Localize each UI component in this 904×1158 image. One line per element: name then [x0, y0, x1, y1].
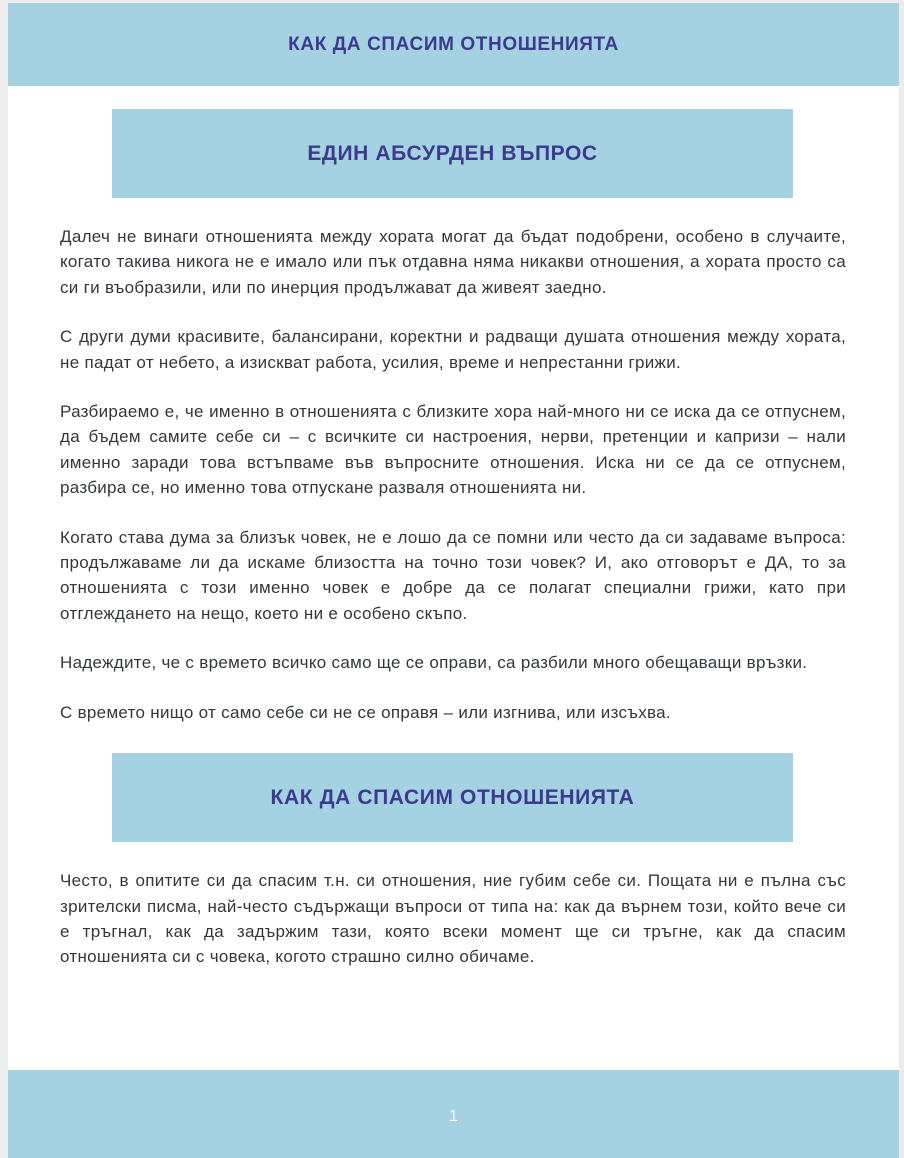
page-number: 1 [449, 1108, 458, 1125]
body-paragraph: Когато става дума за близък човек, не е лошо да се помни или често да си задаваме въпроса: продължаваме ли да искаме близостта на точно този човек? И, ако отговорът е ДА, то за отношенията с този именно човек е добре да се полагат специални грижи, като при отглеждането на нещо, което ни е особено скъпо. [60, 527, 846, 623]
document-content [8, 109, 899, 970]
body-paragraph: Разбираемо е, че именно в отношенията с близките хора най-много ни се иска да се отпуснем, да бъдем самите себе си – с всичките си настроения, нерви, претенции и капризи – нали именно заради това встъпваме във въпросните отношения. Иска ни се да се отпуснем, разбира се, но именно това отпускане разваля отношенията ни. [60, 402, 846, 498]
body-paragraph: Надеждите, че с времето всичко само ще се оправи, са разбили много обещаващи връзки. [60, 653, 808, 673]
body-paragraph: Често, в опитите си да спасим т.н. си отношения, ние губим себе си. Пощата ни е пълна със зрителски писма, най-често съдържащи въпроси от типа на: как да върнем този, който вече си е тръгнал, как да задържим тази, която всеки момент ще си тръгне, как да спасим отношенията си с човека, когото страшно силно обичаме. [60, 871, 846, 967]
section-absurd-question [60, 109, 846, 725]
section-heading-banner [112, 753, 793, 842]
page-footer [8, 1070, 899, 1158]
body-paragraph: С други думи красивите, балансирани, коректни и радващи душата отношения между хората, не падат от небето, а изискват работа, усилия, време и непрестанни грижи. [60, 327, 846, 372]
section-heading: КАК ДА СПАСИМ ОТНОШЕНИЯТА [270, 785, 635, 809]
document-title: КАК ДА СПАСИМ ОТНОШЕНИЯТА [288, 33, 619, 55]
body-paragraph: Далеч не винаги отношенията между хората могат да бъдат подобрени, особено в случаите, когато такива никога не е имало или пък отдавна няма никакви отношения, а хората просто са си ги въобразили, или по инерция продължават да живеят заедно. [60, 227, 846, 297]
body-paragraph: С времето нищо от само себе си не се оправя – или изгнива, или изсъхва. [60, 702, 671, 722]
document-page [8, 3, 899, 1158]
top-title-banner [8, 3, 899, 86]
section-heading-banner [112, 109, 793, 198]
section-heading: ЕДИН АБСУРДЕН ВЪПРОС [307, 141, 598, 165]
section-how-to-save-relationships [60, 753, 846, 970]
